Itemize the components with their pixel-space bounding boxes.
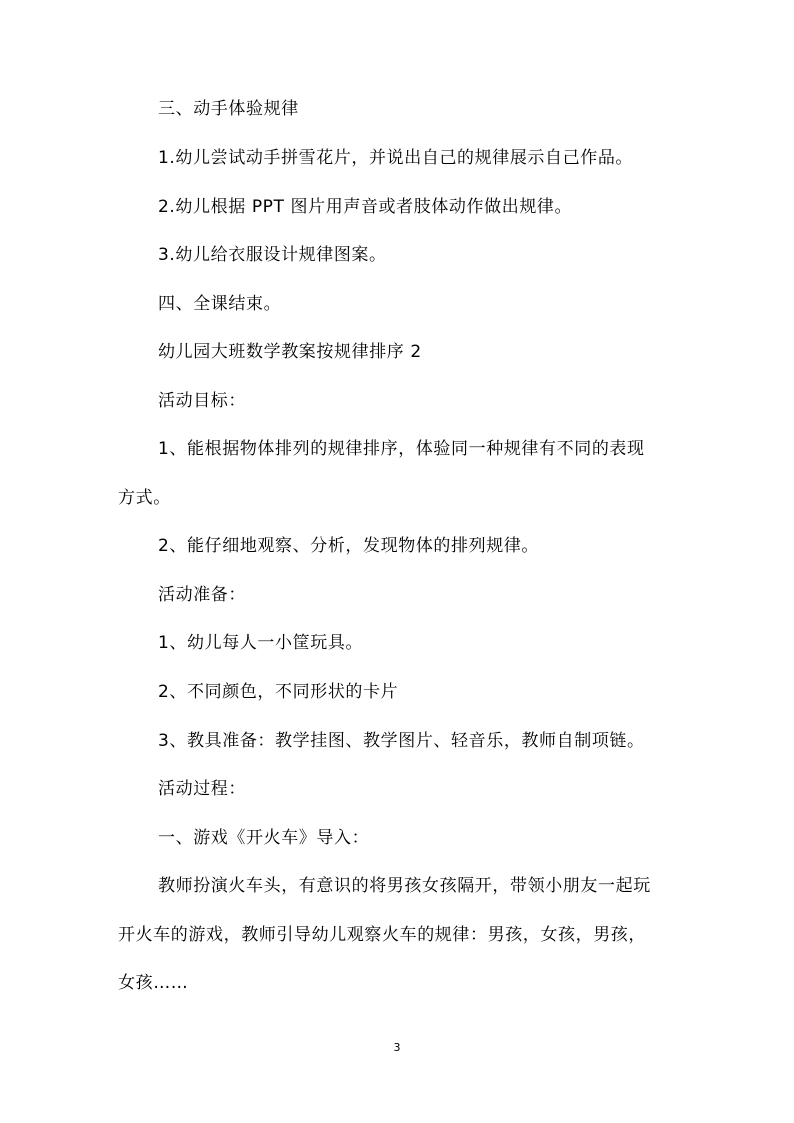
step-item-2: 2.幼儿根据 PPT 图片用声音或者肢体动作做出规律。 bbox=[158, 197, 573, 217]
objectives-heading: 活动目标： bbox=[158, 391, 246, 411]
process-heading: 活动过程： bbox=[158, 779, 246, 799]
process-paragraph-line-2: 开火车的游戏，教师引导幼儿观察火车的规律：男孩，女孩，男孩， bbox=[118, 925, 646, 945]
lesson-title: 幼儿园大班数学教案按规律排序 2 bbox=[158, 342, 422, 362]
section-heading-4: 四、全课结束。 bbox=[158, 294, 282, 314]
objective-item-1: 1、能根据物体排列的规律排序，体验同一种规律有不同的表现 bbox=[158, 439, 645, 459]
preparation-heading: 活动准备： bbox=[158, 585, 246, 605]
objective-item-1-cont: 方式。 bbox=[118, 488, 171, 508]
page-number: 3 bbox=[393, 1041, 401, 1054]
step-item-1: 1.幼儿尝试动手拼雪花片，并说出自己的规律展示自己作品。 bbox=[158, 148, 634, 168]
preparation-item-2: 2、不同颜色，不同形状的卡片 bbox=[158, 682, 399, 702]
preparation-item-3: 3、教具准备：教学挂图、教学图片、轻音乐，教师自制项链。 bbox=[158, 731, 645, 751]
process-paragraph-line-1: 教师扮演火车头，有意识的将男孩女孩隔开，带领小朋友一起玩 bbox=[158, 876, 651, 896]
step-item-3: 3.幼儿给衣服设计规律图案。 bbox=[158, 245, 387, 265]
process-paragraph-line-3: 女孩…… bbox=[118, 973, 189, 993]
section-heading-3: 三、动手体验规律 bbox=[158, 99, 299, 119]
process-step-1-heading: 一、游戏《开火车》导入： bbox=[158, 828, 370, 848]
objective-item-2: 2、能仔细地观察、分析，发现物体的排列规律。 bbox=[158, 536, 540, 556]
preparation-item-1: 1、幼儿每人一小筐玩具。 bbox=[158, 633, 364, 653]
